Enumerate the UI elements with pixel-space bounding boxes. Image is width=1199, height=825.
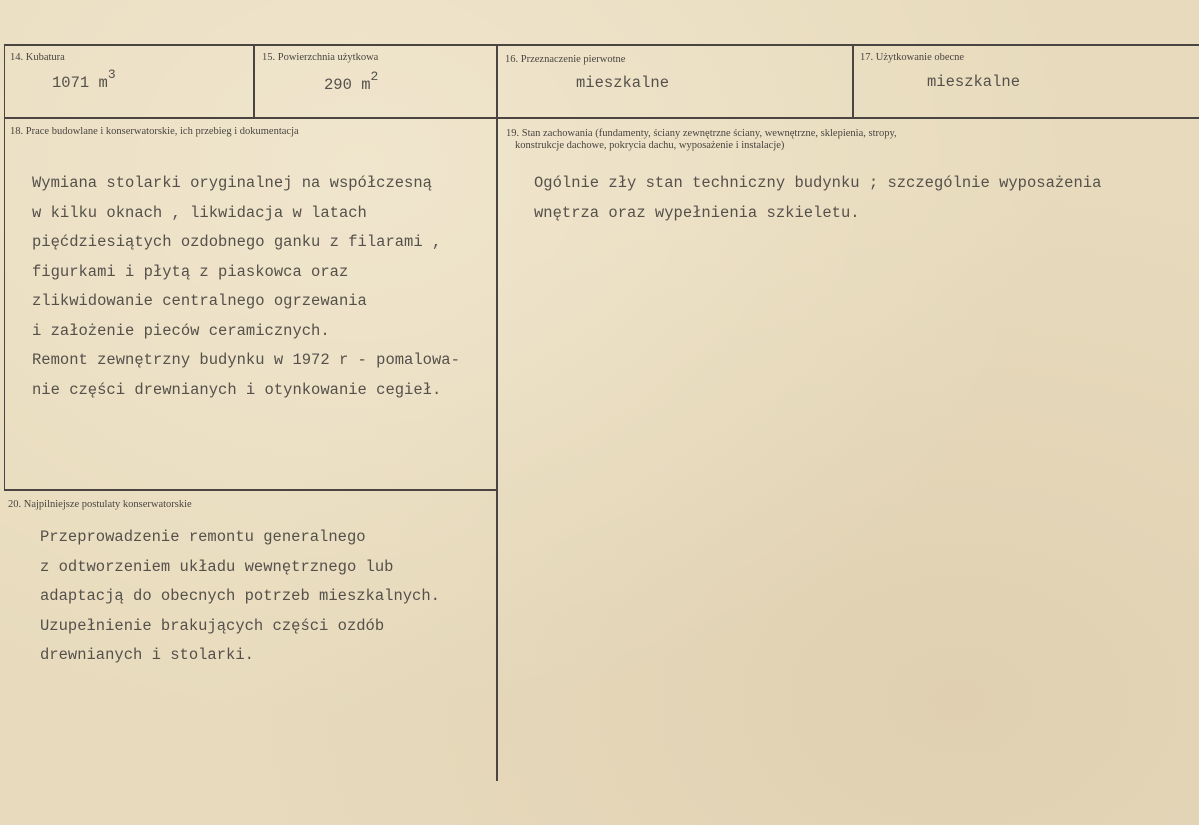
- field-17-label: 17. Użytkowanie obecne: [860, 52, 965, 63]
- divider-16-17: [852, 44, 854, 118]
- field-20-line: drewnianych i stolarki.: [40, 646, 254, 664]
- field-20-label: 20. Najpilniejsze postulaty konserwatorskie: [8, 499, 192, 510]
- field-18-line: nie części drewnianych i otynkowanie cegieł.: [32, 380, 442, 399]
- field-19-line: wnętrza oraz wypełnienia szkieletu.: [534, 203, 860, 222]
- field-16-value: mieszkalne: [576, 74, 670, 92]
- divider-15-16: [496, 44, 498, 781]
- field-20-line: Uzupełnienie brakujących części ozdób: [40, 616, 385, 635]
- field-20-line: adaptacją do obecnych potrzeb mieszkalnych.: [40, 587, 440, 605]
- field-18-line: figurkami i płytą z piaskowca oraz: [32, 262, 349, 281]
- field-15-label: 15. Powierzchnia użytkowa: [262, 52, 379, 63]
- field-18-line: Remont zewnętrzny budynku w 1972 r - pomalowa-: [32, 351, 460, 369]
- field-19-line: Ogólnie zły stan techniczny budynku ; szczególnie wyposażenia: [534, 174, 1102, 192]
- field-17-value: mieszkalne: [927, 73, 1021, 91]
- left-border: [4, 44, 5, 489]
- field-14-unit-superscript: 3: [107, 67, 116, 82]
- field-19-text: [534, 169, 1101, 228]
- field-18-text: [32, 169, 460, 405]
- field-20-line: Przeprowadzenie remontu generalnego: [40, 528, 366, 546]
- divider-14-15: [253, 44, 255, 118]
- section18-bottom-rule: [4, 489, 497, 491]
- field-14-value: [52, 67, 116, 92]
- row1-bottom-rule: [4, 117, 1199, 119]
- field-15-value: [324, 69, 379, 94]
- field-18-line: pięćdziesiątych ozdobnego ganku z filarami ,: [32, 233, 442, 251]
- field-18-line: w kilku oknach , likwidacja w latach: [32, 203, 367, 222]
- field-16-label: 16. Przeznaczenie pierwotne: [505, 54, 626, 65]
- field-15-unit-superscript: 2: [370, 69, 379, 84]
- field-20-line: z odtworzeniem układu wewnętrznego lub: [40, 557, 394, 576]
- field-20-text: [40, 523, 440, 671]
- field-19-label-line1: 19. Stan zachowania (fundamenty, ściany zewnętrzne ściany, wewnętrzne, sklepienia, stropy,: [506, 128, 897, 139]
- field-14-label: 14. Kubatura: [10, 52, 65, 63]
- field-19-label-line2: konstrukcje dachowe, pokrycia dachu, wyposażenie i instalacje): [515, 140, 785, 151]
- field-18-line: Wymiana stolarki oryginalnej na współczesną: [32, 174, 432, 192]
- field-18-line: zlikwidowanie centralnego ogrzewania: [32, 292, 367, 310]
- field-15-number: 290 m: [324, 76, 371, 94]
- top-rule: [4, 44, 1199, 46]
- field-18-label: 18. Prace budowlane i konserwatorskie, ich przebieg i dokumentacja: [10, 126, 299, 137]
- field-18-line: i założenie pieców ceramicznych.: [32, 321, 330, 340]
- field-14-number: 1071 m: [52, 74, 108, 92]
